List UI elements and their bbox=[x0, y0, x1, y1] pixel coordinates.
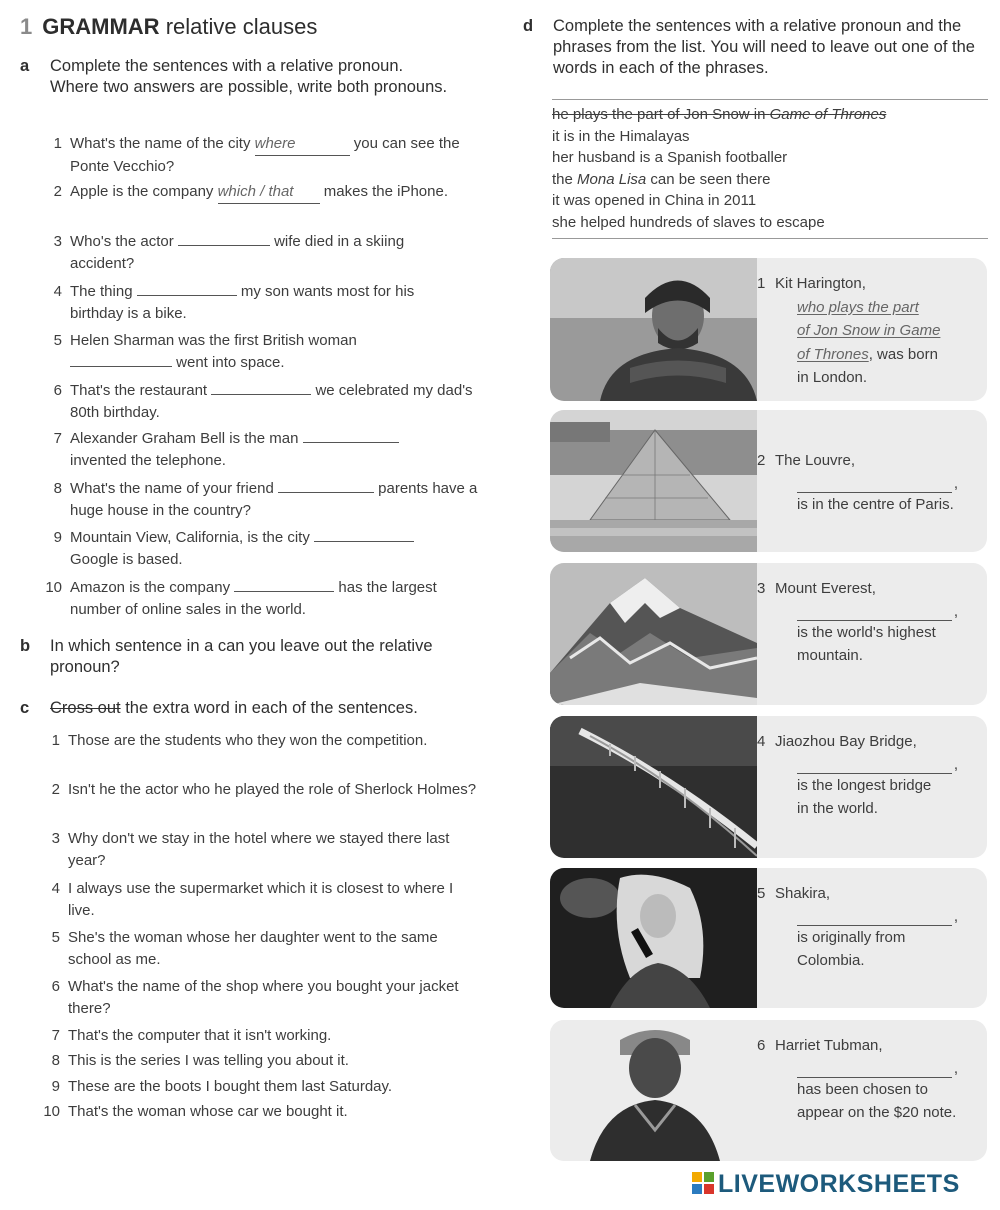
louvre-photo bbox=[550, 410, 757, 552]
list-item[interactable]: 9 These are the boots I bought them last Saturday. bbox=[51, 1078, 393, 1095]
section-letter-a: a bbox=[20, 57, 30, 75]
answer-blank[interactable] bbox=[211, 380, 311, 395]
list-item: 4 The thing my son wants most for his birthday is a bike. bbox=[53, 283, 415, 322]
mountain-photo bbox=[550, 563, 757, 705]
answer-blank[interactable] bbox=[137, 281, 237, 296]
list-item[interactable]: 10 That's the woman whose car we bought it. bbox=[43, 1103, 348, 1120]
list-item: 3 Who's the actor wife died in a skiing accident? bbox=[53, 233, 405, 272]
answer-text: which / that bbox=[218, 181, 320, 204]
list-item[interactable]: 2 Isn't he the actor who he played the role of Sherlock Holmes? bbox=[51, 781, 477, 798]
list-item: 9 Mountain View, California, is the city Google is based. bbox=[70, 527, 470, 571]
logo-text: LIVEWORKSHEETS bbox=[718, 1170, 960, 1198]
card-subject: The Louvre, bbox=[775, 452, 856, 469]
list-item[interactable]: 3 Why don't we stay in the hotel where we stayed there last year? bbox=[51, 830, 450, 869]
answer-blank[interactable]: , bbox=[797, 754, 952, 774]
answer-blank[interactable] bbox=[314, 527, 414, 542]
section-c-instruction: c Cross out the extra word in each of the sentences. bbox=[20, 699, 418, 717]
list-item[interactable]: 7 That's the computer that it isn't working. bbox=[51, 1027, 332, 1044]
sentence-card-1: 1 Kit Harington, who plays the part of Jon Snow in Game of Thrones, was born in London. bbox=[550, 258, 987, 401]
sentence-card-4: 4 Jiaozhou Bay Bridge, , is the longest bridge in the world. bbox=[550, 716, 987, 858]
card-subject: Harriet Tubman, bbox=[775, 1037, 883, 1054]
divider bbox=[552, 238, 988, 239]
list-item: 1 What's the name of the city where you can see the Ponte Vecchio? bbox=[53, 135, 460, 175]
list-item[interactable]: 4 I always use the supermarket which it is closest to where I live. bbox=[51, 880, 454, 919]
actor-photo bbox=[550, 258, 757, 401]
list-item[interactable]: 6 What's the name of the shop where you bought your jacket there? bbox=[51, 978, 459, 1017]
singer-photo bbox=[550, 868, 757, 1008]
list-item[interactable]: 5 She's the woman whose her daughter went to the same school as me. bbox=[51, 929, 438, 968]
list-item[interactable]: 1 Those are the students who they won the competition. bbox=[51, 732, 428, 749]
answer-blank[interactable] bbox=[178, 231, 270, 246]
list-item: 2 Apple is the company which / that makes the iPhone. bbox=[70, 181, 470, 204]
answer-blank[interactable]: , bbox=[797, 473, 952, 493]
exercise-title bbox=[20, 14, 317, 40]
answer-blank[interactable] bbox=[278, 478, 374, 493]
logo-icon bbox=[692, 1172, 714, 1194]
answer-blank[interactable]: , bbox=[797, 601, 952, 621]
portrait-photo bbox=[550, 1020, 757, 1161]
answer-blank[interactable] bbox=[303, 428, 399, 443]
sentence-card-2: 2 The Louvre, , is in the centre of Paris. bbox=[550, 410, 987, 552]
list-item: 8 What's the name of your friend parents have a huge house in the country? bbox=[53, 480, 478, 519]
title-keyword: GRAMMAR bbox=[42, 14, 160, 39]
card-subject: Shakira, bbox=[775, 885, 831, 902]
title-topic: relative clauses bbox=[165, 14, 318, 39]
section-b-instruction: b In which sentence in a can you leave out the relative pronoun? bbox=[20, 637, 433, 676]
sentence-card-5: 5 Shakira, , is originally from Colombia. bbox=[550, 868, 987, 1008]
section-letter-c: c bbox=[20, 699, 30, 717]
section-letter-d: d bbox=[523, 17, 534, 35]
list-item[interactable]: 8 This is the series I was telling you about it. bbox=[51, 1052, 349, 1069]
list-item: 10 Amazon is the company has the largest number of online sales in the world. bbox=[45, 579, 437, 618]
list-item: 6 That's the restaurant we celebrated my dad's 80th birthday. bbox=[53, 382, 473, 421]
bridge-photo bbox=[550, 716, 757, 858]
answer-blank[interactable] bbox=[70, 352, 172, 367]
card-subject: Kit Harington, bbox=[775, 275, 866, 292]
exercise-number: 1 bbox=[20, 14, 33, 39]
phrase-list: he plays the part of Jon Snow in Game of Thrones it is in the Himalayas her husband is a Spanish footballer the Mona Lisa can be seen there it was opened in China in 2011 she helped hundreds of slaves to escape bbox=[552, 106, 887, 231]
liveworksheets-logo[interactable] bbox=[692, 1170, 960, 1199]
divider bbox=[552, 99, 988, 100]
answer-blank[interactable] bbox=[234, 577, 334, 592]
section-d-instruction: d Complete the sentences with a relative pronoun and the phrases from the list. You will need to leave out one of the words in each of the phrases. bbox=[523, 17, 975, 77]
answer-blank[interactable]: , bbox=[797, 906, 952, 926]
card-subject: Jiaozhou Bay Bridge, bbox=[775, 733, 917, 750]
list-item: 5 Helen Sharman was the first British woman went into space. bbox=[53, 332, 357, 371]
section-a-instruction: a Complete the sentences with a relative pronoun. Where two answers are possible, write both pronouns. bbox=[20, 57, 448, 96]
card-subject: Mount Everest, bbox=[775, 580, 876, 597]
section-letter-b: b bbox=[20, 637, 31, 655]
sentence-card-3: 3 Mount Everest, , is the world's highest mountain. bbox=[550, 563, 987, 705]
sentence-card-6: 6 Harriet Tubman, , has been chosen to appear on the $20 note. bbox=[550, 1020, 987, 1161]
list-item: 7 Alexander Graham Bell is the man invented the telephone. bbox=[70, 428, 470, 472]
answer-blank[interactable]: , bbox=[797, 1058, 952, 1078]
answer-text: where bbox=[255, 133, 350, 156]
